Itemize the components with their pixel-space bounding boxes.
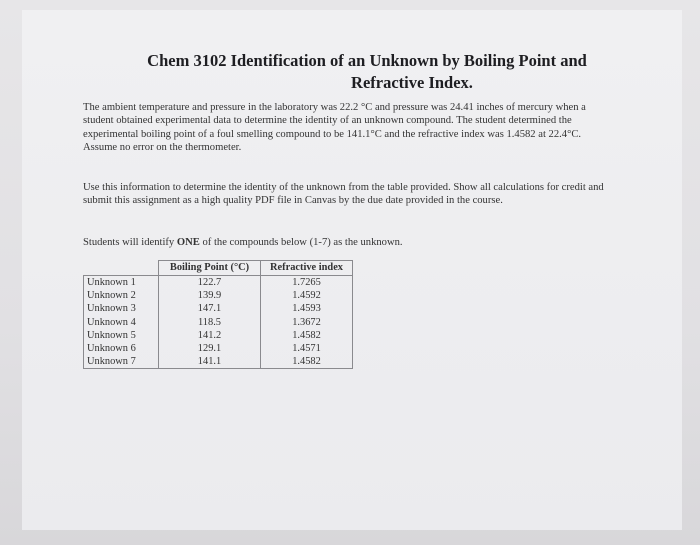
- ri-value: 1.4592: [292, 290, 321, 302]
- cell-name: Unknown 5: [84, 329, 159, 342]
- cell-name: Unknown 6: [84, 342, 159, 355]
- cell-refractive-index: [261, 289, 353, 302]
- ri-value: 1.7265: [292, 277, 321, 288]
- unknowns-table: [83, 260, 353, 369]
- cell-name: Unknown 1: [84, 276, 159, 290]
- cell-refractive-index: [261, 355, 353, 369]
- header-refractive-index: Refractive index: [261, 261, 353, 276]
- ri-value: 1.3672: [292, 316, 321, 328]
- ri-value: 1.4582: [292, 329, 321, 341]
- cell-refractive-index: [261, 316, 353, 329]
- ri-value: 1.4593: [292, 303, 321, 315]
- table-row: [84, 342, 353, 355]
- table-row: [84, 289, 353, 302]
- cell-boiling-point: [159, 302, 261, 315]
- bp-value: 118.5: [198, 316, 221, 328]
- cell-refractive-index: [261, 276, 353, 290]
- table-row: [84, 302, 353, 315]
- bp-value: 122.7: [197, 277, 222, 288]
- cell-boiling-point: [159, 329, 261, 342]
- identify-text-after: of the compounds below (1-7) as the unknown.: [199, 237, 403, 248]
- header-boiling-point: Boiling Point (°C): [159, 261, 261, 276]
- identify-text-bold: ONE: [176, 237, 200, 248]
- paragraph-identify: [83, 236, 613, 249]
- page-title: [22, 50, 682, 94]
- title-line-2: Refractive Index.: [351, 73, 473, 92]
- bp-value: 141.2: [197, 329, 222, 341]
- cell-name: Unknown 7: [84, 355, 159, 369]
- cell-refractive-index: [261, 329, 353, 342]
- cell-refractive-index: [261, 342, 353, 355]
- paragraph-instructions: Use this information to determine the identity of the unknown from the table provided. Show all calculations for credit and submit this assignment as a high quality PDF file in Canvas by the due date provided in the course.: [83, 182, 604, 207]
- cell-name: Unknown 4: [84, 316, 159, 329]
- cell-boiling-point: [159, 316, 261, 329]
- cell-name: Unknown 3: [84, 302, 159, 315]
- title-line-1: Chem 3102 Identification of an Unknown by Boiling Point and: [147, 51, 587, 70]
- identify-text-before: Students will identify: [83, 237, 177, 248]
- table-row: [84, 316, 353, 329]
- table-row: [84, 276, 353, 290]
- cell-boiling-point: [159, 289, 261, 302]
- table-header-row: [84, 261, 353, 276]
- bp-value: 139.9: [197, 290, 222, 302]
- paragraph-conditions: The ambient temperature and pressure in the laboratory was 22.2 °C and pressure was 24.41 inches of mercury when a student obtained experimental data to determine the identity of an unknown compound. The student determined the experimental boiling point of a foul smelling compound to be 141.1°C and the refractive index was 1.4582 at 22.4°C. Assume no error on the thermometer.: [83, 102, 586, 154]
- cell-refractive-index: [261, 302, 353, 315]
- ri-value: 1.4571: [292, 343, 321, 355]
- ri-value: 1.4582: [292, 356, 321, 368]
- table-row: [84, 355, 353, 369]
- bp-value: 129.1: [197, 343, 222, 355]
- cell-boiling-point: [159, 276, 261, 290]
- bp-value: 141.1: [197, 356, 222, 368]
- cell-boiling-point: [159, 355, 261, 369]
- table-row: [84, 329, 353, 342]
- cell-name: Unknown 2: [84, 289, 159, 302]
- bp-value: 147.1: [197, 303, 222, 315]
- header-blank: [84, 261, 159, 276]
- cell-boiling-point: [159, 342, 261, 355]
